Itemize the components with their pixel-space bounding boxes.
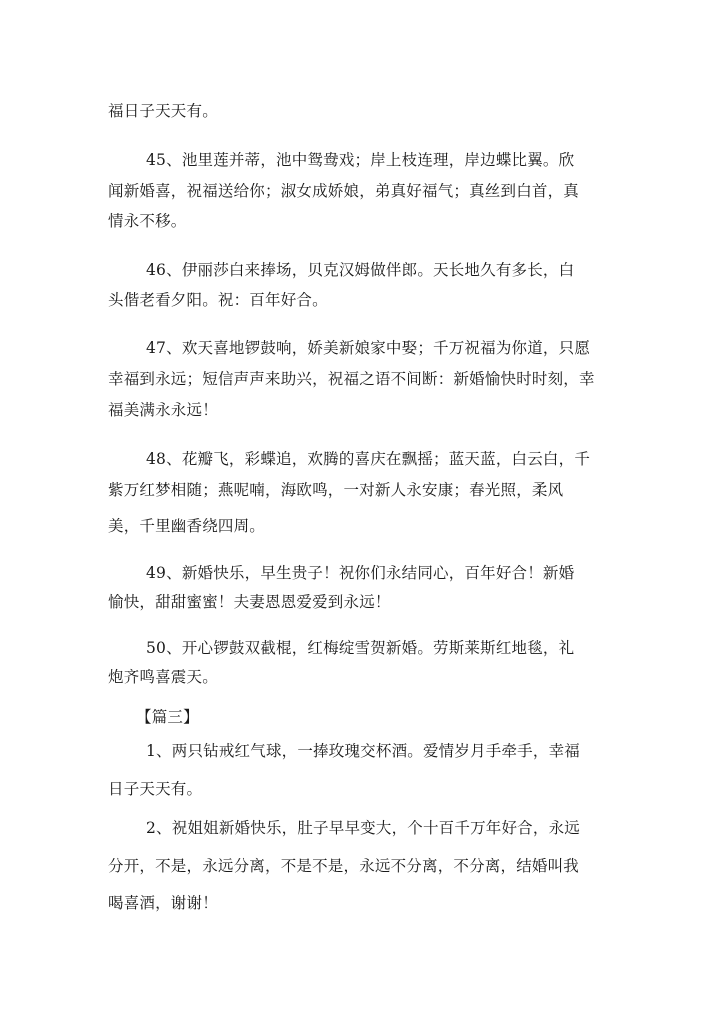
text-line: 情永不移。 [108, 212, 187, 230]
text-line: 紫万红梦相随；燕呢喃，海欧鸣，一对新人永安康；春光照，柔风 [108, 481, 564, 499]
text-line: 喝喜酒，谢谢！ [108, 894, 218, 912]
text-line: 幸福到永远；短信声声来助兴，祝福之语不间断：新婚愉快时时刻，幸 [108, 370, 595, 388]
text-line: 分开，不是，永远分离，不是不是，永远不分离，不分离，结婚叫我 [108, 857, 580, 875]
text-line: 日子天天有。 [108, 780, 203, 798]
section-heading: 【篇三】 [136, 708, 199, 726]
text-line: 50、开心锣鼓双截棍，红梅绽雪贺新婚。劳斯莱斯红地毯，礼 [146, 639, 575, 657]
text-line: 福日子天天有。 [108, 102, 218, 120]
text-line: 福美满永永远！ [108, 401, 218, 419]
text-line: 美，千里幽香绕四周。 [108, 517, 266, 535]
text-line: 49、新婚快乐，早生贵子！祝你们永结同心，百年好合！新婚 [146, 564, 575, 582]
text-line: 炮齐鸣喜震天。 [108, 668, 218, 686]
text-line: 头偕老看夕阳。祝：百年好合。 [108, 291, 328, 309]
text-line: 47、欢天喜地锣鼓响，娇美新娘家中娶；千万祝福为你道，只愿 [146, 339, 591, 357]
text-line: 45、池里莲并蒂，池中鸳鸯戏；岸上枝连理，岸边蝶比翼。欣 [146, 151, 575, 169]
text-line: 48、花瓣飞，彩蝶追，欢腾的喜庆在飘摇；蓝天蓝，白云白，千 [146, 450, 591, 468]
text-line: 1、两只钻戒红气球，一捧玫瑰交杯酒。爱情岁月手牵手，幸福 [146, 742, 580, 760]
text-line: 愉快，甜甜蜜蜜！夫妻恩恩爱爱到永远！ [108, 593, 391, 611]
text-line: 闻新婚喜，祝福送给你；淑女成娇娘，弟真好福气；真丝到白首，真 [108, 182, 580, 200]
text-line: 2、祝姐姐新婚快乐，肚子早早变大，个十百千万年好合，永远 [146, 819, 580, 837]
text-line: 46、伊丽莎白来捧场，贝克汉姆做伴郎。天长地久有多长，白 [146, 261, 575, 279]
